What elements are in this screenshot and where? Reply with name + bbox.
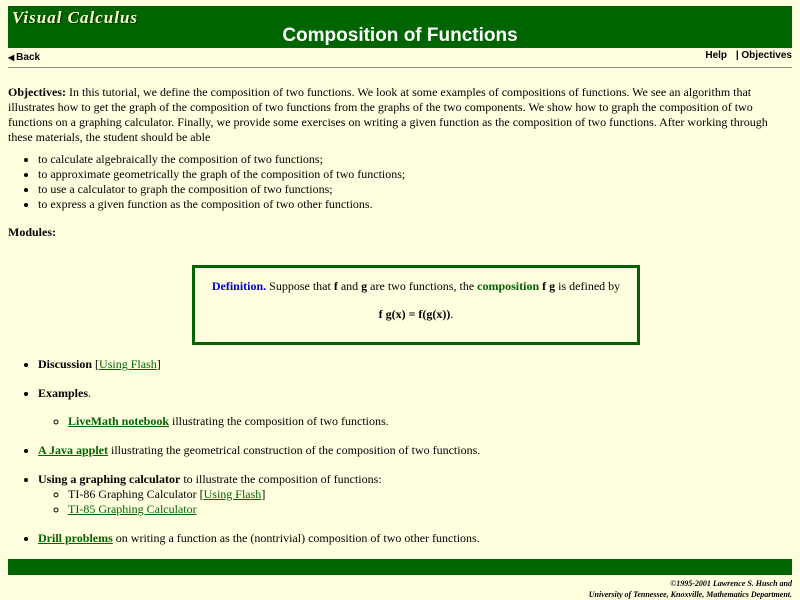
ti85-item (68, 502, 788, 517)
objectives-paragraph (8, 85, 788, 145)
modules-list (8, 357, 788, 546)
top-right-links (705, 50, 792, 61)
objectives-text: In this tutorial, we define the composition of two functions. We look at some examples of compositions of functions. We see an algorithm that illustrates how to get the graph of the composition of two functions from the graphs of the two components. We show how to graph the composition of two functions on a graphing calculator. Finally, we provide some exercises on writing a given function as the composition of two functions. After working through these materials, the student should be able (8, 85, 768, 144)
modules-heading: Modules: (8, 225, 56, 239)
brand-logo: Visual Calculus (12, 8, 139, 27)
ti86-item: ◦ TI-86 Graphing Calculator [Using Flash] (68, 487, 788, 502)
module-examples: • Examples. ◦ LiveMath notebook illustrating the composition of two functions. (38, 386, 788, 429)
module-discussion: • Discussion [Using Flash] (38, 357, 788, 372)
footer-line-1: ©1995-2001 Lawrence S. Husch and (670, 579, 792, 588)
goal-item: • to calculate algebraically the composition of two functions; (38, 152, 788, 167)
calculator-sublist (38, 487, 788, 517)
nav-divider (8, 67, 792, 68)
module-java: • A Java applet illustrating the geometrical construction of the composition of two functions. (38, 443, 788, 458)
definition-formula: f g(x) = f(g(x)). (378, 307, 454, 321)
main-content (8, 85, 788, 321)
back-label: Back (16, 52, 41, 63)
definition-term: Definition. (211, 279, 267, 293)
goal-item: • to express a given function as the composition of two other functions. (38, 197, 788, 212)
back-link[interactable] (8, 52, 40, 63)
page-title: Composition of Functions (282, 25, 518, 46)
goal-item: • to approximate geometrically the graph of the composition of two functions; (38, 167, 788, 182)
objectives-link[interactable]: | Objectives (735, 50, 792, 61)
livemath-notebook-link[interactable]: LiveMath notebook (68, 414, 170, 428)
goal-item: • to use a calculator to graph the composition of two functions; (38, 182, 788, 197)
discussion-flash-link[interactable]: Using Flash (99, 357, 157, 371)
goals-list (8, 152, 788, 212)
java-applet-link[interactable]: A Java applet (38, 443, 109, 457)
module-drill: • Drill problems on writing a function as the (nontrivial) composition of two other functions. (38, 531, 788, 546)
header-banner (8, 6, 792, 48)
back-arrow-icon: ◀ (8, 53, 15, 62)
livemath-item: ◦ LiveMath notebook illustrating the composition of two functions. (68, 414, 788, 429)
ti86-flash-link[interactable]: Using Flash (203, 487, 262, 501)
nav-bar (8, 50, 792, 66)
ti85-calculator-link[interactable]: TI-85 Graphing Calculator (68, 502, 197, 516)
objectives-label: Objectives: (8, 85, 66, 99)
objectives-section (8, 85, 788, 212)
drill-problems-link[interactable]: Drill problems (38, 531, 113, 545)
composition-term: composition (477, 279, 540, 293)
examples-sublist (38, 414, 788, 429)
help-link[interactable]: Help (705, 50, 728, 61)
module-calculator: • Using a graphing calculator to illustrate the composition of functions: ◦ TI-86 Graphing Calculator [Using Flash] ◦ TI-85 Graphing Calculator (38, 472, 788, 517)
definition-box (192, 265, 640, 345)
footer-bar (8, 559, 792, 575)
footer-line-2: University of Tennessee, Knoxville, Mathematics Department. (588, 590, 792, 599)
footer-copyright (589, 578, 792, 600)
definition-statement: Definition. Suppose that f and g are two functions, the composition f g is defined by (211, 279, 621, 293)
modules-list-section (8, 357, 788, 560)
